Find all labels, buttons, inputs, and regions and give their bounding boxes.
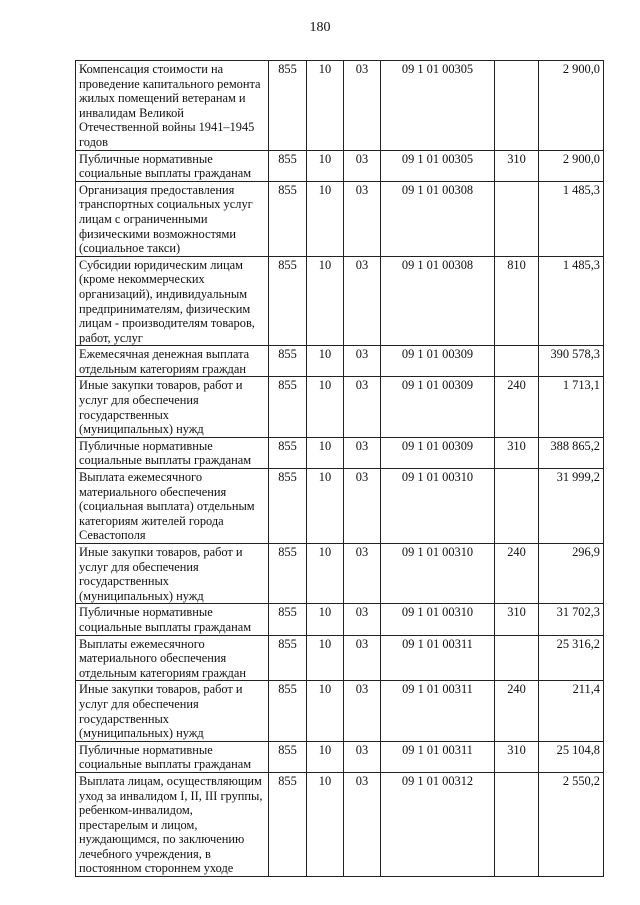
row-admin-code: 855: [269, 544, 307, 604]
row-name: Иные закупки товаров, работ и услуг для обеспечения государственных (муниципальных) нужд: [76, 544, 269, 604]
row-subsection-code: 03: [344, 61, 381, 151]
row-amount: 31 702,3: [539, 604, 604, 635]
row-amount: 296,9: [539, 544, 604, 604]
row-admin-code: 855: [269, 741, 307, 772]
row-subsection-code: 03: [344, 635, 381, 681]
row-target-code: 09 1 01 00309: [381, 377, 495, 437]
row-section-code: 10: [307, 437, 344, 468]
table-row: [76, 181, 604, 256]
row-admin-code: 855: [269, 681, 307, 741]
row-expense-type-code: [495, 181, 539, 256]
row-admin-code: 855: [269, 150, 307, 181]
row-admin-code: 855: [269, 437, 307, 468]
row-section-code: 10: [307, 150, 344, 181]
budget-table: [75, 60, 604, 877]
row-expense-type-code: 310: [495, 437, 539, 468]
row-name: Субсидии юридическим лицам (кроме некоммерческих организаций), индивидуальным предпринимателям, физическим лицам - производителям товаров, работ, услуг: [76, 256, 269, 346]
row-admin-code: 855: [269, 469, 307, 544]
table-row: [76, 772, 604, 876]
row-section-code: 10: [307, 772, 344, 876]
row-target-code: 09 1 01 00305: [381, 61, 495, 151]
row-expense-type-code: 240: [495, 681, 539, 741]
row-name: Иные закупки товаров, работ и услуг для обеспечения государственных (муниципальных) нужд: [76, 377, 269, 437]
row-subsection-code: 03: [344, 150, 381, 181]
row-amount: 25 316,2: [539, 635, 604, 681]
row-target-code: 09 1 01 00309: [381, 437, 495, 468]
row-amount: 31 999,2: [539, 469, 604, 544]
row-target-code: 09 1 01 00310: [381, 544, 495, 604]
table-row: [76, 346, 604, 377]
row-subsection-code: 03: [344, 469, 381, 544]
row-section-code: 10: [307, 544, 344, 604]
row-amount: 2 550,2: [539, 772, 604, 876]
row-section-code: 10: [307, 346, 344, 377]
row-admin-code: 855: [269, 346, 307, 377]
row-subsection-code: 03: [344, 377, 381, 437]
row-subsection-code: 03: [344, 544, 381, 604]
row-expense-type-code: 310: [495, 741, 539, 772]
row-amount: 1 485,3: [539, 256, 604, 346]
row-section-code: 10: [307, 256, 344, 346]
row-amount: 388 865,2: [539, 437, 604, 468]
row-subsection-code: 03: [344, 681, 381, 741]
row-admin-code: 855: [269, 604, 307, 635]
row-admin-code: 855: [269, 377, 307, 437]
row-admin-code: 855: [269, 635, 307, 681]
row-target-code: 09 1 01 00308: [381, 181, 495, 256]
row-admin-code: 855: [269, 61, 307, 151]
row-admin-code: 855: [269, 256, 307, 346]
table-row: [76, 150, 604, 181]
row-subsection-code: 03: [344, 772, 381, 876]
row-name: Выплаты ежемесячного материального обеспечения отдельным категориям граждан: [76, 635, 269, 681]
row-name: Ежемесячная денежная выплата отдельным категориям граждан: [76, 346, 269, 377]
row-section-code: 10: [307, 377, 344, 437]
row-expense-type-code: 310: [495, 150, 539, 181]
table-row: [76, 604, 604, 635]
row-amount: 211,4: [539, 681, 604, 741]
row-section-code: 10: [307, 635, 344, 681]
row-subsection-code: 03: [344, 256, 381, 346]
row-amount: 2 900,0: [539, 150, 604, 181]
row-name: Выплата ежемесячного материального обеспечения (социальная выплата) отдельным категориям жителей города Севастополя: [76, 469, 269, 544]
row-amount: 1 485,3: [539, 181, 604, 256]
row-expense-type-code: 240: [495, 377, 539, 437]
row-target-code: 09 1 01 00311: [381, 681, 495, 741]
row-section-code: 10: [307, 61, 344, 151]
table-row: [76, 61, 604, 151]
table-row: [76, 256, 604, 346]
row-section-code: 10: [307, 681, 344, 741]
row-admin-code: 855: [269, 181, 307, 256]
row-target-code: 09 1 01 00311: [381, 741, 495, 772]
row-amount: 1 713,1: [539, 377, 604, 437]
row-subsection-code: 03: [344, 741, 381, 772]
row-subsection-code: 03: [344, 346, 381, 377]
row-amount: 390 578,3: [539, 346, 604, 377]
table-row: [76, 469, 604, 544]
row-amount: 25 104,8: [539, 741, 604, 772]
row-name: Публичные нормативные социальные выплаты гражданам: [76, 150, 269, 181]
row-section-code: 10: [307, 181, 344, 256]
row-subsection-code: 03: [344, 437, 381, 468]
row-target-code: 09 1 01 00312: [381, 772, 495, 876]
row-section-code: 10: [307, 741, 344, 772]
row-name: Компенсация стоимости на проведение капитального ремонта жилых помещений ветеранам и инвалидам Великой Отечественной войны 1941–1945 годов: [76, 61, 269, 151]
row-expense-type-code: [495, 772, 539, 876]
row-name: Иные закупки товаров, работ и услуг для обеспечения государственных (муниципальных) нужд: [76, 681, 269, 741]
row-name: Публичные нормативные социальные выплаты гражданам: [76, 437, 269, 468]
table-row: [76, 741, 604, 772]
row-expense-type-code: [495, 469, 539, 544]
row-section-code: 10: [307, 469, 344, 544]
table-row: [76, 377, 604, 437]
row-expense-type-code: [495, 346, 539, 377]
row-subsection-code: 03: [344, 181, 381, 256]
row-admin-code: 855: [269, 772, 307, 876]
row-target-code: 09 1 01 00310: [381, 604, 495, 635]
row-target-code: 09 1 01 00311: [381, 635, 495, 681]
row-section-code: 10: [307, 604, 344, 635]
row-target-code: 09 1 01 00305: [381, 150, 495, 181]
table-row: [76, 437, 604, 468]
row-target-code: 09 1 01 00310: [381, 469, 495, 544]
row-expense-type-code: 810: [495, 256, 539, 346]
row-name: Публичные нормативные социальные выплаты гражданам: [76, 604, 269, 635]
row-subsection-code: 03: [344, 604, 381, 635]
row-expense-type-code: 310: [495, 604, 539, 635]
row-name: Публичные нормативные социальные выплаты гражданам: [76, 741, 269, 772]
page-number: 180: [309, 20, 331, 35]
table-row: [76, 544, 604, 604]
row-expense-type-code: 240: [495, 544, 539, 604]
row-name: Выплата лицам, осуществляющим уход за инвалидом I, II, III группы, ребенком-инвалидом, престарелым и лицом, нуждающимся, по заключению лечебного учреждения, в постоянном стороннем уходе: [76, 772, 269, 876]
row-amount: 2 900,0: [539, 61, 604, 151]
row-target-code: 09 1 01 00308: [381, 256, 495, 346]
row-target-code: 09 1 01 00309: [381, 346, 495, 377]
table-row: [76, 635, 604, 681]
row-name: Организация предоставления транспортных социальных услуг лицам с ограниченными физическими возможностями (социальное такси): [76, 181, 269, 256]
table-row: [76, 681, 604, 741]
row-expense-type-code: [495, 61, 539, 151]
row-expense-type-code: [495, 635, 539, 681]
